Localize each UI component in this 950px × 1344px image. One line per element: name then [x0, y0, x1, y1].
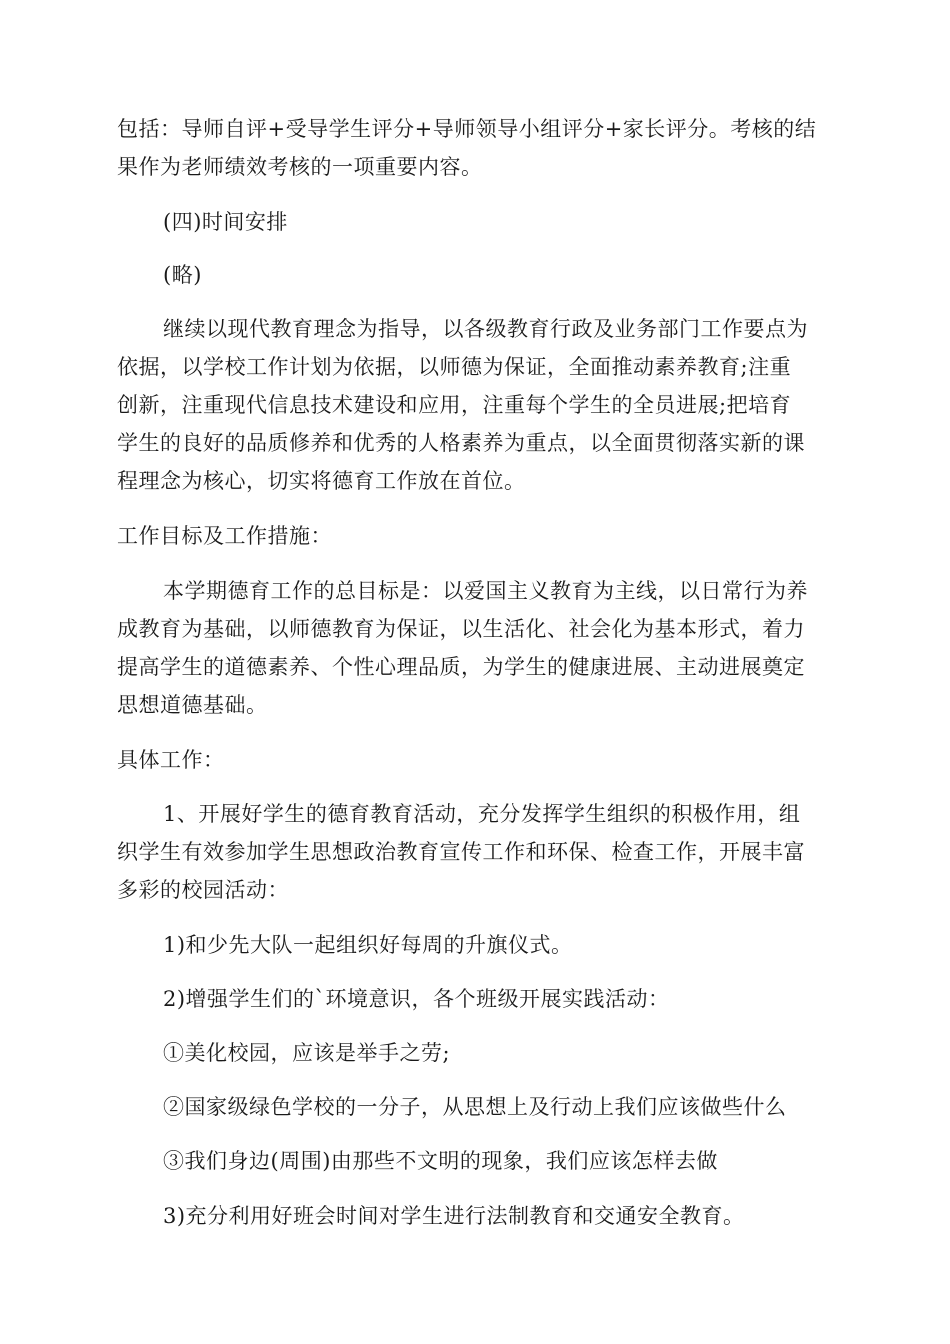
- paragraph-item-1: [117, 795, 837, 909]
- text-line: 本学期德育工作的总目标是：以爱国主义教育为主线，以日常行为养: [163, 579, 808, 603]
- text-line: 具体工作：: [117, 748, 225, 772]
- sub-item-2: [163, 1088, 883, 1126]
- text-line: 提高学生的道德素养、个性心理品质，为学生的健康进展、主动进展奠定: [117, 655, 805, 679]
- list-item-2: [163, 980, 883, 1018]
- text-line: 程理念为核心，切实将德育工作放在首位。: [117, 469, 526, 493]
- text-line: (略): [163, 263, 202, 287]
- paragraph-assessment-continued: [117, 110, 837, 186]
- text-line: 2)增强学生们的`环境意识，各个班级开展实践活动：: [163, 987, 670, 1011]
- text-line: 学生的良好的品质修养和优秀的人格素养为重点，以全面贯彻落实新的课: [117, 431, 805, 455]
- sub-item-3: [163, 1142, 883, 1180]
- text-line: 成教育为基础，以师德教育为保证，以生活化、社会化为基本形式，着力: [117, 617, 805, 641]
- text-line: 1、开展好学生的德育教育活动，充分发挥学生组织的积极作用，组: [163, 802, 801, 826]
- section-heading-goals-measures: [117, 517, 837, 555]
- paragraph-omitted: [163, 256, 883, 294]
- text-line: 织学生有效参加学生思想政治教育宣传工作和环保、检查工作，开展丰富: [117, 840, 805, 864]
- text-line: 继续以现代教育理念为指导，以各级教育行政及业务部门工作要点为: [163, 317, 808, 341]
- paragraph-guiding-principles: [117, 310, 837, 500]
- text-line: 创新，注重现代信息技术建设和应用，注重每个学生的全员进展;把培育: [117, 393, 792, 417]
- text-line: 1)和少先大队一起组织好每周的升旗仪式。: [163, 933, 573, 957]
- text-line: 3)充分利用好班会时间对学生进行法制教育和交通安全教育。: [163, 1204, 745, 1228]
- text-line: ①美化校园，应该是举手之劳;: [163, 1041, 451, 1065]
- text-line: 工作目标及工作措施：: [117, 524, 332, 548]
- text-line: 包括：导师自评+受导学生评分+导师领导小组评分+家长评分。考核的结: [117, 117, 817, 141]
- text-line: 果作为老师绩效考核的一项重要内容。: [117, 155, 483, 179]
- text-line: (四)时间安排: [163, 210, 288, 234]
- list-item-1: [163, 926, 883, 964]
- section-heading-specific-work: [117, 741, 837, 779]
- text-line: 依据，以学校工作计划为依据，以师德为保证，全面推动素养教育;注重: [117, 355, 792, 379]
- text-line: 思想道德基础。: [117, 693, 268, 717]
- sub-item-1: [163, 1034, 883, 1072]
- text-line: ③我们身边(周围)由那些不文明的现象，我们应该怎样去做: [163, 1149, 718, 1173]
- text-line: ②国家级绿色学校的一分子，从思想上及行动上我们应该做些什么: [163, 1095, 787, 1119]
- text-line: 多彩的校园活动：: [117, 878, 289, 902]
- section-heading-schedule: [163, 203, 883, 241]
- list-item-3: [163, 1197, 883, 1235]
- paragraph-semester-goal: [117, 572, 837, 724]
